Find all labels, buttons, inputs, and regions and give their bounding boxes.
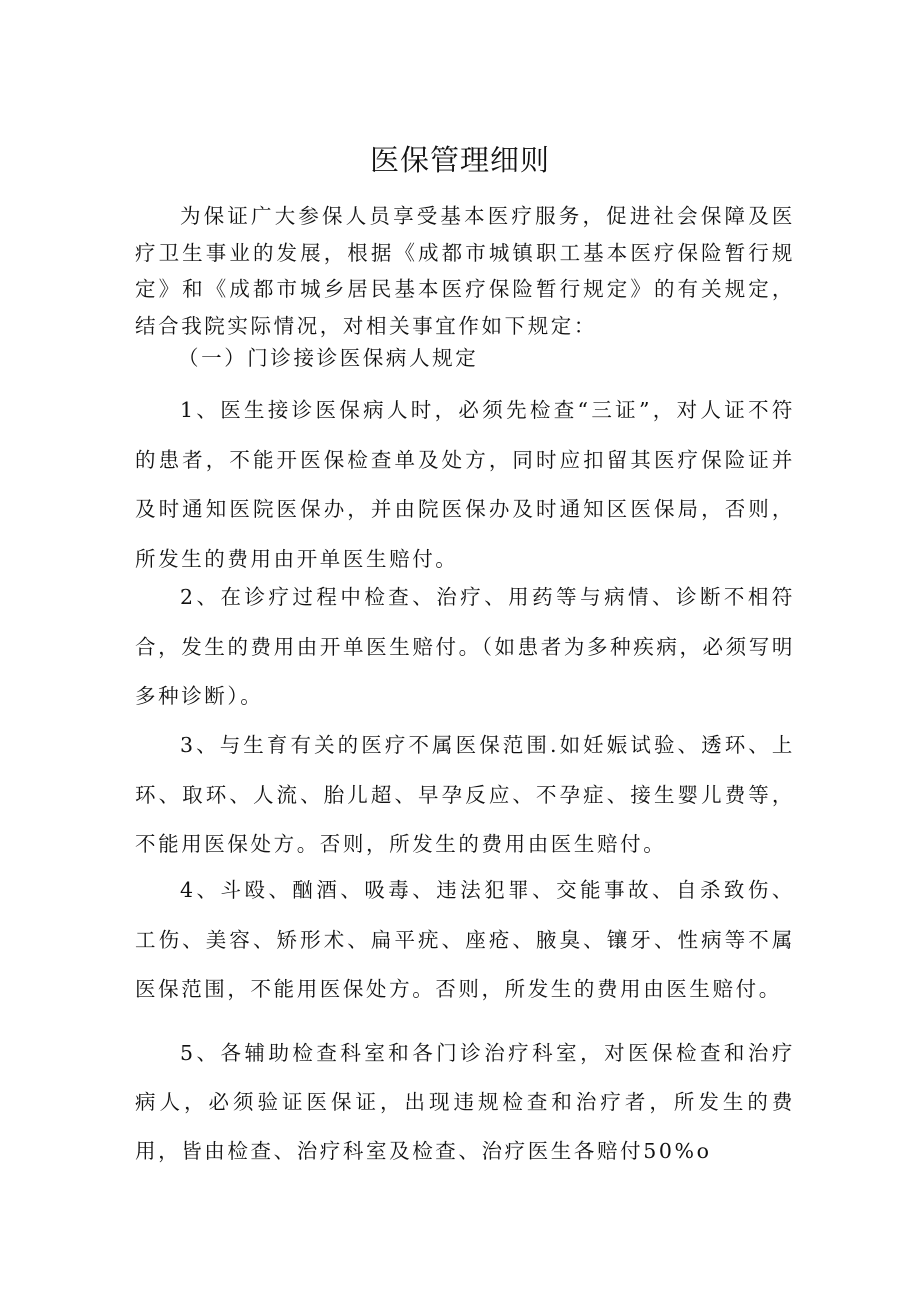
rule-item-1: 1、医生接诊医保病人时，必须先检查“三证”，对人证不符的患者，不能开医保检查单及处方，同时应扣留其医疗保险证并及时通知医院医保办，并由院医保办及时通知区医保局，否则，所发生的费用由开单医生赔付。 xyxy=(135,398,795,571)
rule-item-5: 5、各辅助检查科室和各门诊治疗科室，对医保检查和治疗病人，必须验证医保证，出现违规检查和治疗者，所发生的费用，皆由检查、治疗科室及检查、治疗医生各赔付50%o xyxy=(135,1041,795,1163)
rule-item-3: 3、与生育有关的医疗不属医保范围.如妊娠试验、透环、上环、取环、人流、胎儿超、早孕反应、不孕症、接生婴儿费等，不能用医保处方。否则，所发生的费用由医生赔付。 xyxy=(135,733,795,856)
rule-item-4: 4、斗殴、酗酒、吸毒、违法犯罪、交能事故、自杀致伤、工伤、美容、矫形术、扁平疣、座疮、腋臭、镶牙、性病等不属医保范围，不能用医保处方。否则，所发生的费用由医生赔付。 xyxy=(135,878,795,1001)
intro-paragraph: 为保证广大参保人员享受基本医疗服务，促进社会保障及医疗卫生事业的发展，根据《成都市城镇职工基本医疗保险暂行规定》和《成都市城乡居民基本医疗保险暂行规定》的有关规定，结合我院实际情况，对相关事宜作如下规定： xyxy=(135,204,795,338)
section-heading: （一）门诊接诊医保病人规定 xyxy=(178,346,479,370)
document-title: 医保管理细则 xyxy=(369,143,550,177)
rule-item-2: 2、在诊疗过程中检查、治疗、用药等与病情、诊断不相符合，发生的费用由开单医生赔付。（如患者为多种疾病，必须写明多种诊断）。 xyxy=(135,585,795,708)
